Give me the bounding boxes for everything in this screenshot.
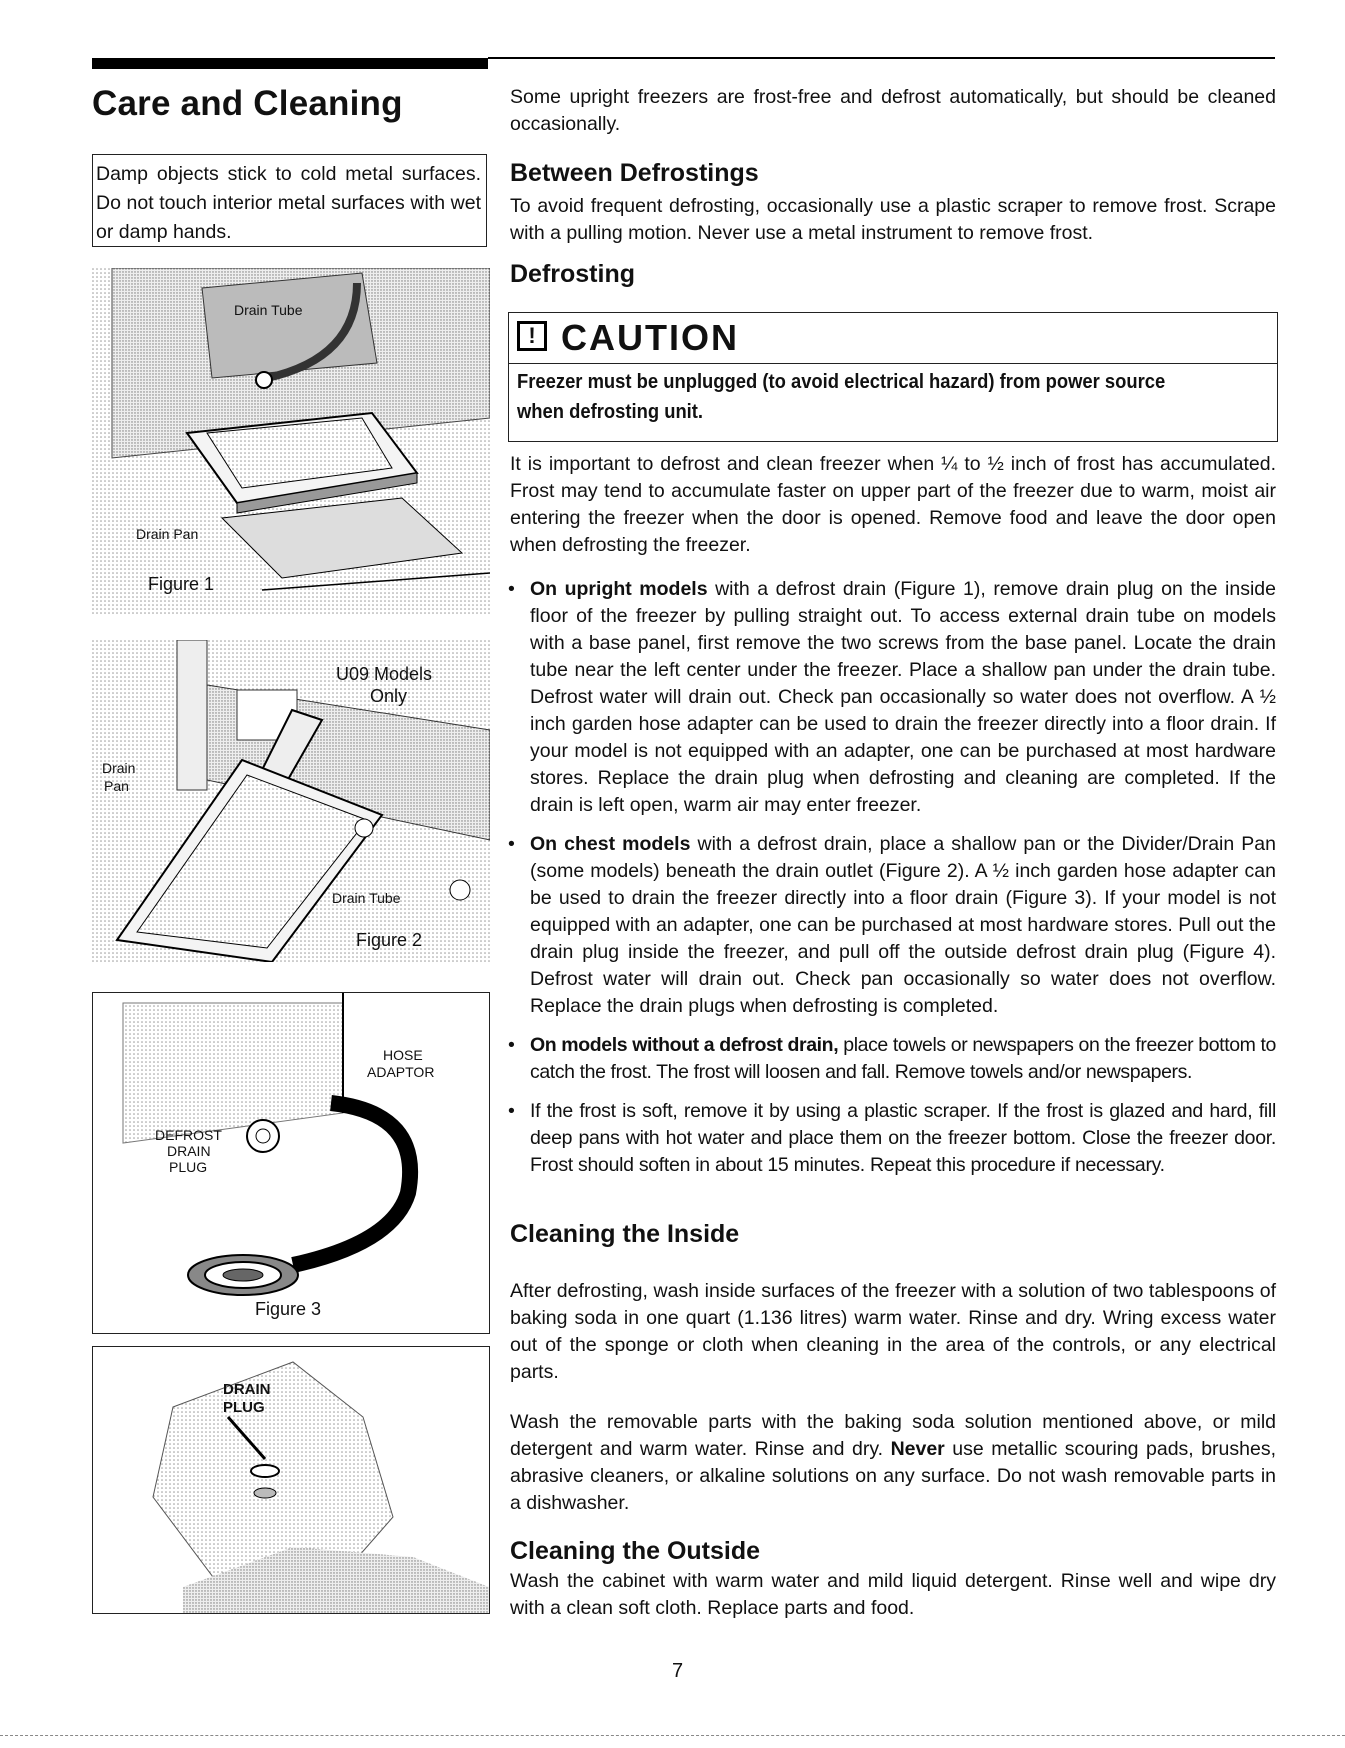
figure-2-note-2: Only xyxy=(370,686,408,706)
figure-4-callout-2: PLUG xyxy=(223,1399,265,1416)
caution-box xyxy=(508,312,1278,442)
bullet-text: If the frost is soft, remove it by using a plastic scraper. If the frost is glazed and hard, fill deep pans with hot water and place them on the freezer bottom. Close the freezer door. Frost should soften in about 15 minutes. Repeat this procedure if necessary. xyxy=(530,1100,1276,1176)
figure-3-callout-hose-1: HOSE xyxy=(383,1047,423,1063)
bullet-text: with a defrost drain, place a shallow pan or the Divider/Drain Pan (some models) beneath the drain outlet (Figure 2). A ½ inch garden hose adapter can be used to drain the freezer directly into a floor drain (Figure 3). If your model is not equipped with an adapter, one can be purchased at most hardware stores. Pull out the drain plug inside the freezer, and pull off the outside defrost drain plug (Figure 4). Defrost water will drain out. Check pan occasionally so water does not overflow. Replace the drain plugs when defrosting is completed. xyxy=(530,833,1276,1017)
defrosting-paragraph: It is important to defrost and clean freezer when ¼ to ½ inch of frost has accumulated. Frost may tend to accumulate faster on upper part of the freezer due to warm, moist air entering the freezer when the door is opened. Remove food and leave the door open when defrosting the freezer. xyxy=(510,453,1276,556)
caution-header xyxy=(509,313,1277,364)
bullet-no-drain-models xyxy=(505,1032,1276,1086)
bullet-dot: • xyxy=(508,578,515,600)
bullet-soft-frost xyxy=(505,1098,1276,1179)
page-number: 7 xyxy=(672,1660,684,1682)
figure-4-illustration xyxy=(93,1347,489,1613)
figure-3-callout-plug-1: DEFROST xyxy=(155,1127,222,1143)
figure-2-note: U09 Models xyxy=(336,664,433,684)
defrosting-heading: Defrosting xyxy=(510,260,635,288)
header-rule-thick xyxy=(92,58,488,69)
defrosting-bullet-list xyxy=(505,576,1276,1191)
figure-1-illustration xyxy=(92,268,490,614)
figure-1-callout-drain-tube: Drain Tube xyxy=(234,302,303,318)
figure-2-callout-drain-pan-1: Drain xyxy=(102,760,136,776)
figure-2-label: Figure 2 xyxy=(356,930,423,950)
bullet-text: place towels or newspapers on the freezer bottom to catch the frost. The frost will loosen and fall. Remove towels and/or newspapers. xyxy=(530,1034,1276,1083)
bullet-chest-models xyxy=(505,831,1276,1020)
figure-1 xyxy=(92,268,490,614)
figure-3-callout-hose-2: ADAPTOR xyxy=(367,1064,435,1080)
bullet-bold-lead: On chest models xyxy=(530,833,691,855)
page-title: Care and Cleaning xyxy=(92,84,403,123)
figure-2 xyxy=(92,640,490,962)
figure-3-callout-plug-2: DRAIN xyxy=(167,1143,211,1159)
figure-3-callout-plug-3: PLUG xyxy=(169,1159,208,1175)
figure-1-callout-drain-pan: Drain Pan xyxy=(136,526,199,542)
cleaning-outside-heading: Cleaning the Outside xyxy=(510,1537,761,1565)
cleaning-inside-paragraph-2 xyxy=(510,1409,1276,1517)
warning-box: Damp objects stick to cold metal surfaces. Do not touch interior metal surfaces with wet or damp hands. xyxy=(92,154,487,247)
cleaning-outside-text: Wash the cabinet with warm water and mild liquid detergent. Rinse well and wipe dry with a clean soft cloth. Replace parts and food. xyxy=(510,1570,1276,1619)
bullet-upright-models xyxy=(505,576,1276,819)
figure-1-label: Figure 1 xyxy=(148,574,215,594)
cleaning-inside-never: Never xyxy=(890,1438,945,1460)
cleaning-inside-heading: Cleaning the Inside xyxy=(510,1220,740,1248)
bullet-text: with a defrost drain (Figure 1), remove drain plug on the inside floor of the freezer by pulling straight out. To access external drain tube on models with a base panel, first remove the two screws from the base panel. Locate the drain tube near the left center under the freezer. Place a shallow pan under the drain tube. Defrost water will drain out. Check pan occasionally so water does not overflow. A ½ inch garden hose adapter can be used to drain the freezer directly into a floor drain. If your model is not equipped with an adapter, one can be purchased at most hardware stores. Replace the drain plug when defrosting and cleaning are completed. If the drain is left open, warm air may enter freezer. xyxy=(530,578,1276,816)
figure-3-illustration xyxy=(93,993,489,1333)
bullet-bold-lead: On upright models xyxy=(530,578,708,600)
bullet-dot: • xyxy=(508,1034,515,1056)
figure-2-callout-drain-tube: Drain Tube xyxy=(332,890,401,906)
between-defrostings-heading: Between Defrostings xyxy=(510,159,759,187)
between-defrostings-text: To avoid frequent defrosting, occasionally use a plastic scraper to remove frost. Scrape with a pulling motion. Never use a metal instrument to remove frost. xyxy=(510,195,1276,244)
figure-4-callout-1: DRAIN xyxy=(223,1381,271,1398)
intro-paragraph: Some upright freezers are frost-free and defrost automatically, but should be cleaned occasionally. xyxy=(510,86,1276,135)
cleaning-inside-paragraph-1: After defrosting, wash inside surfaces of the freezer with a solution of two tablespoons of baking soda in one quart (1.136 litres) warm water. Rinse and dry. Wring excess water out of the sponge or cloth when cleaning in the area of the controls, or any electrical parts. xyxy=(510,1280,1276,1383)
figure-4 xyxy=(92,1346,490,1614)
figure-3-label: Figure 3 xyxy=(255,1299,322,1319)
bullet-bold-lead: On models without a defrost drain, xyxy=(530,1034,839,1056)
bottom-edge xyxy=(0,1735,1345,1736)
header-rule-thin xyxy=(488,57,1275,59)
cleaning-inside-text-b: use metallic scouring pads, brushes, abrasive cleaners, or alkaline solutions on any surface. Do not wash removable parts in a dishwasher. xyxy=(510,1438,1277,1514)
cleaning-inside-text-a: Wash the removable parts with the baking soda solution mentioned above, or mild detergent and warm water. Rinse and dry. xyxy=(510,1411,1276,1460)
warning-icon: ! xyxy=(517,321,547,351)
bullet-dot: • xyxy=(508,833,515,855)
figure-3 xyxy=(92,992,490,1334)
figure-2-callout-drain-pan-2: Pan xyxy=(104,778,129,794)
caution-title: CAUTION xyxy=(561,317,739,358)
figure-2-illustration xyxy=(92,640,490,962)
caution-text: Freezer must be unplugged (to avoid electrical hazard) from power source when defrosting unit. xyxy=(517,371,1166,423)
bullet-dot: • xyxy=(508,1100,515,1122)
